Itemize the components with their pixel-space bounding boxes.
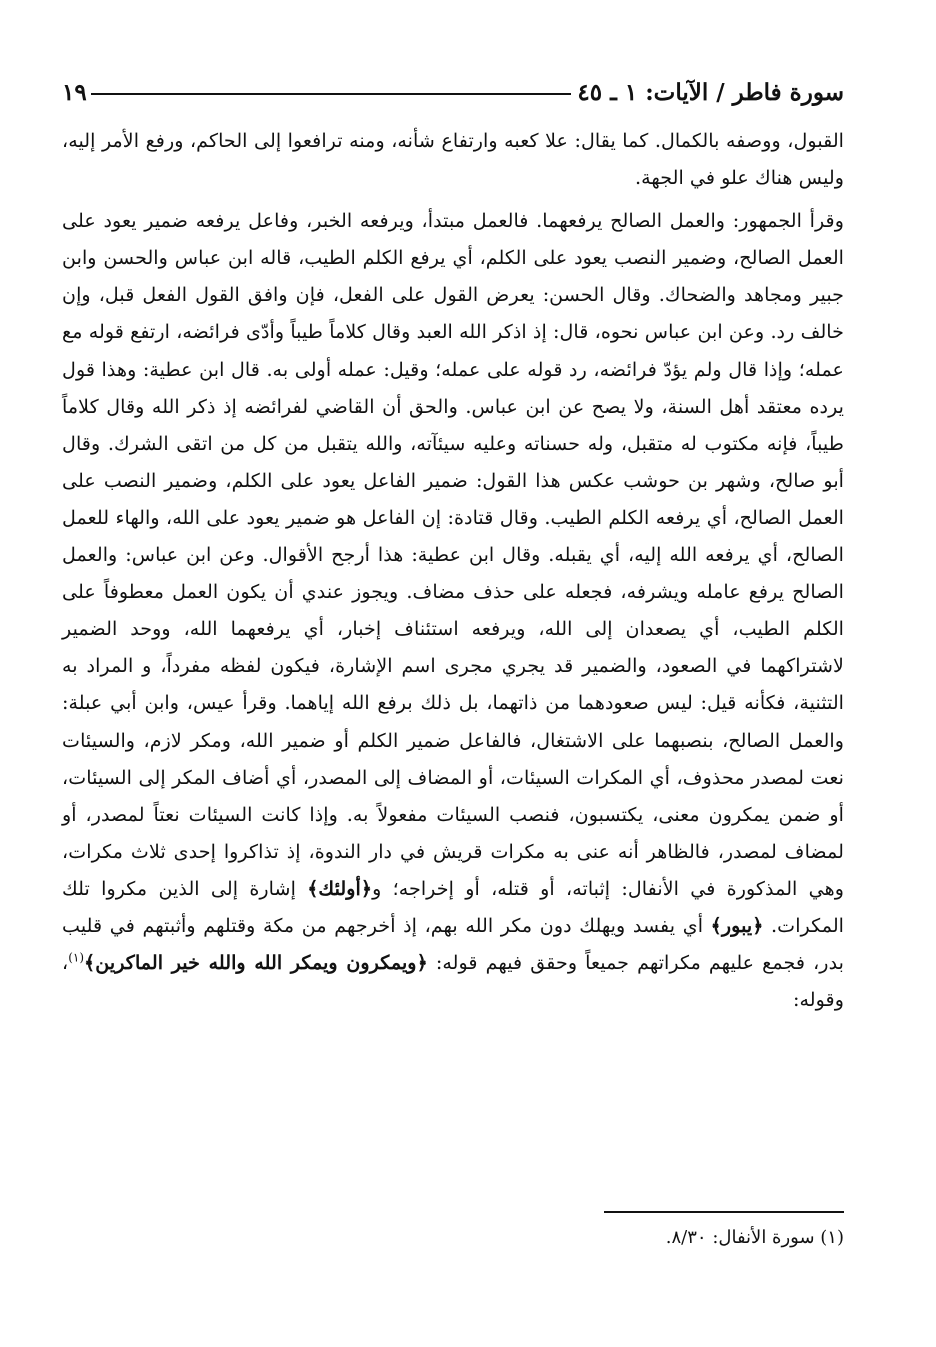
footnote: (١) سورة الأنفال: ٨/٣٠. xyxy=(665,1227,844,1248)
header-title: سورة فاطر / الآيات: ١ ـ ٤٥ xyxy=(577,78,844,106)
paragraph xyxy=(62,122,844,196)
text-run: القبول، ووصفه بالكمال. كما يقال: علا كعبه وارتفاع شأنه، ومنه ترافعوا إلى الحاكم، ورفع الأمر إليه، وليس هناك علو في الجهة. xyxy=(62,129,844,190)
quran-quote: ﴿ويمكرون ويمكر الله والله خير الماكرين﴾ xyxy=(84,951,428,975)
text-run: وقرأ الجمهور: والعمل الصالح يرفعهما. فالعمل مبتدأ، ويرفعه الخبر، وفاعل يرفعه ضمير يعود على العمل الصالح، وضمير النصب يعود على الكلم، أي يرفع الكلم الطيب، قاله ابن عباس والحسن وابن جبير ومجاهد والضحاك. وقال الحسن: يعرض القول على الفعل، فإن وافق القول الفعل قبل، وإن خالف رد. وعن ابن عباس نحوه، قال: إذ اذكر الله العبد وقال كلاماً طيباً وأدّى فرائضه، ارتفع قوله مع عمله؛ وإذا قال ولم يؤدّ فرائضه، رد قوله على عمله؛ وقيل: عمله أولى به. قال ابن عطية: وهذا قول يرده معتقد أهل السنة، ولا يصح عن ابن عباس. والحق أن القاضي لفرائضه إذ ذكر الله وقال كلاماً طيباً، فإنه مكتوب له متقبل، وله حسناته وعليه سيئآته، والله يتقبل من كل من اتقى الشرك. وقال أبو صالح، وشهر بن حوشب عكس هذا القول: ضمير الفاعل يعود على الكلم، وضمير النصب على العمل الصالح، أي يرفعه الكلم الطيب. وقال قتادة: إن الفاعل هو ضمير يعود على الله، والهاء للعمل الصالح، أي يرفعه الله إليه، أي يقبله. وقال ابن عطية: هذا أرجح الأقوال. وعن ابن عباس: والعمل الصالح يرفع عامله ويشرفه، فجعله على حذف مضاف. ويجوز عندي أن يكون العمل معطوفاً على الكلم الطيب، أي يصعدان إلى الله، ويرفعه استئناف إخبار، أي يرفعهما الله، ووحد الضمير لاشتراكهما في الصعود، والضمير قد يجري مجرى اسم الإشارة، فيكون لفظه مفرداً، و المراد به التثنية، فكأنه قيل: ليس صعودهما من ذاتهما، بل ذلك برفع الله إياهما. وقرأ عيس، وابن أبي عبلة: والعمل الصالح، بنصبهما على الاشتغال، فالفاعل ضمير الكلم أو ضمير الله، ومكر لازم، والسيئات نعت لمصدر محذوف، أي المكرات السيئات، أو المضاف إلى المصدر، أي أضاف المكر إلى السيئات، أو ضمن يمكرون معنى، يكتسبون، فنصب السيئات مفعولاً به. وإذا كانت السيئات نعتاً لمصدر، أو لمضاف لمصدر، فالظاهر أنه عنى به مكرات قريش في دار الندوة، إذ تذاكروا إحدى ثلاث مكرات، وهي المذكورة في الأنفال: إثباته، أو قتله، أو إخراجه؛ و xyxy=(62,209,845,900)
footnote-separator xyxy=(604,1211,844,1213)
quran-quote: ﴿أولئك﴾ xyxy=(307,876,373,900)
text-run: إشارة إلى الذين مكروا تلك المكرات. xyxy=(62,876,844,937)
text-run: ، وقوله: xyxy=(62,951,844,1012)
running-header xyxy=(62,70,844,114)
text-run: أي يفسد ويهلك دون مكر الله بهم، إذ أخرجهم من مكة وقتلهم وأثبتهم في قليب بدر، فجمع عليهم مكراتهم جميعاً وحقق فيهم قوله: xyxy=(62,913,844,975)
header-rule xyxy=(91,93,572,95)
body-text xyxy=(62,122,844,1018)
footnote-reference: (١) xyxy=(68,950,85,965)
quran-quote: ﴿يبور﴾ xyxy=(710,913,764,937)
page-number: ١٩ xyxy=(62,78,87,106)
paragraph xyxy=(62,202,844,1018)
